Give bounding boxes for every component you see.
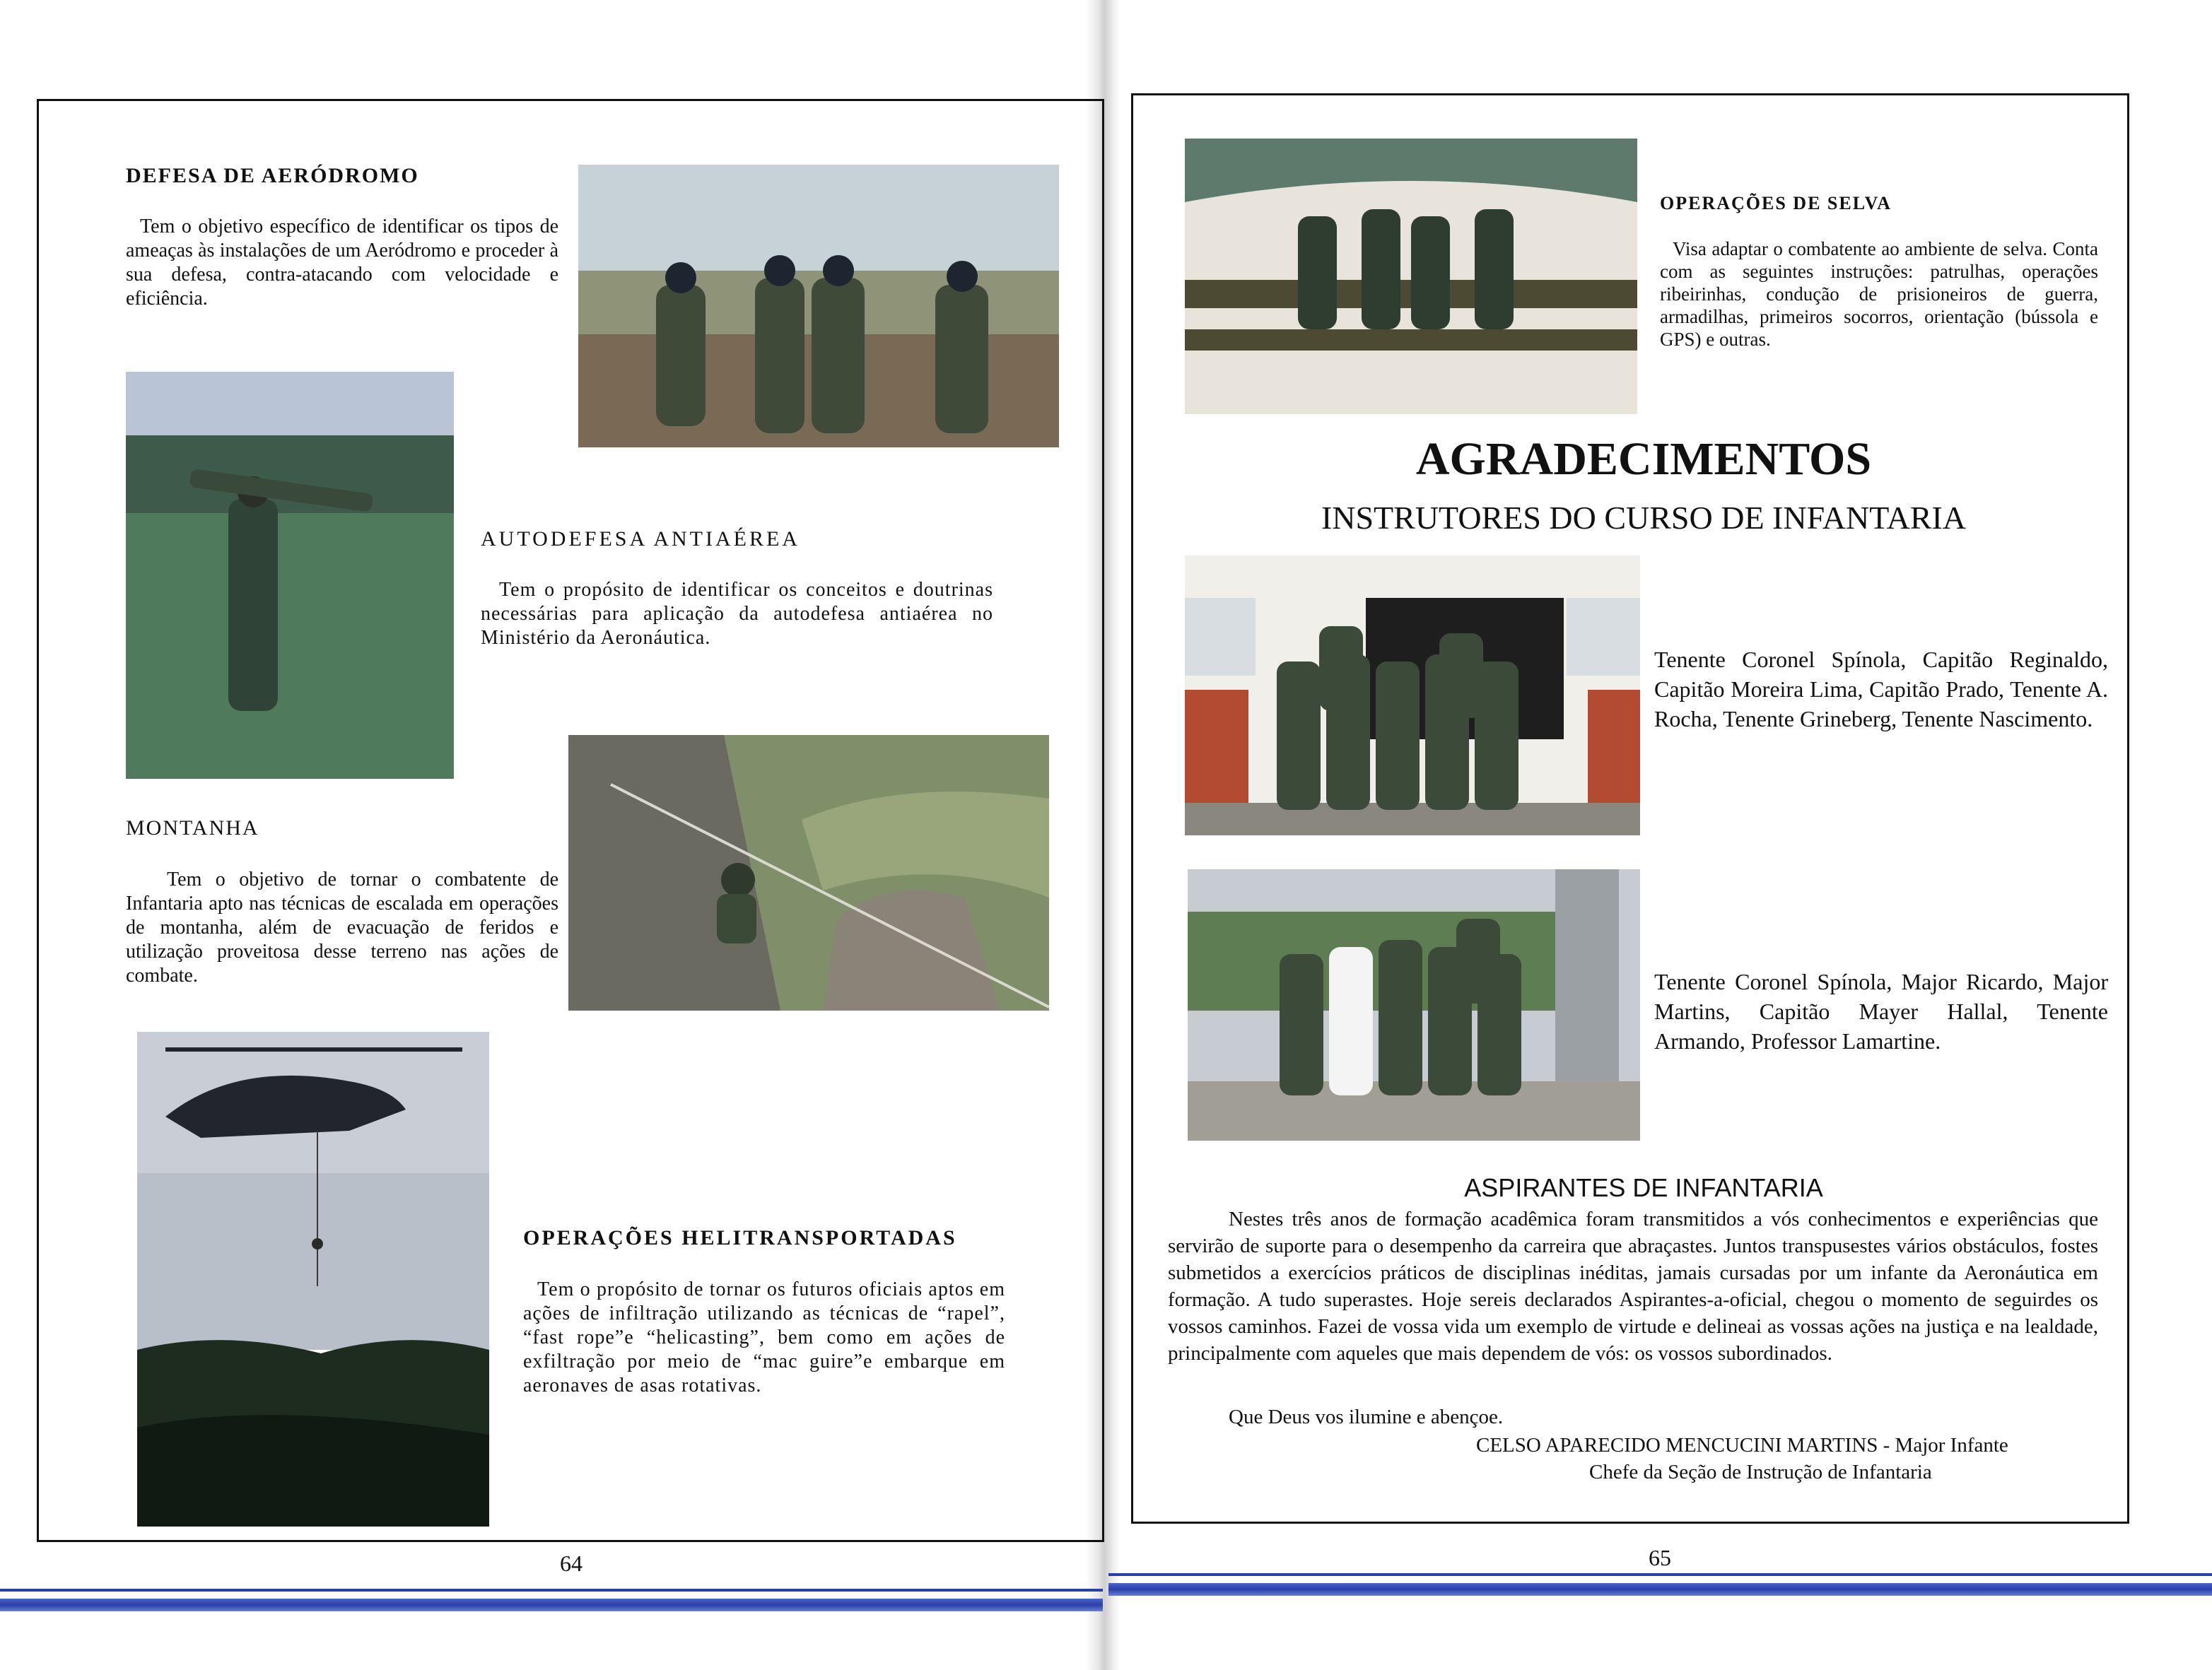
aspirantes-paragraph: Nestes três anos de formação acadêmica foram transmitidos a vós conhecimentos e experiências que servirão de suporte para o desempenho da carreira que abraçastes. Juntos transpusestes vários obstáculos, fostes submetidos a exercícios práticos de disciplinas inéditas, jamais cursadas por um infante da Aeronáutica em formação. A tudo superastes. Hoje sereis declarados Aspirantes-a-oficial, chegou o momento de seguirdes os vossos caminhos. Fazei de vossa vida um exemplo de virtude e delineai as vossas ações na justiça e na lealdade, principalmente com aqueles que mais dependem de vós: os vossos subordinados. bbox=[1168, 1208, 2098, 1365]
photo-operacoes-selva bbox=[1185, 139, 1637, 414]
photo-autodefesa-antiaerea bbox=[126, 372, 454, 779]
left-page-number: 64 bbox=[560, 1551, 583, 1576]
right-page-number: 65 bbox=[1649, 1545, 1671, 1570]
right-blue-band bbox=[1108, 1583, 2212, 1596]
instrutores-grupo-1: Tenente Coronel Spínola, Capitão Reginaldo, Capitão Moreira Lima, Capitão Prado, Tenente A. Rocha, Tenente Grineberg, Tenente Nascimento. bbox=[1654, 647, 2108, 731]
photo-helitransportadas bbox=[137, 1032, 489, 1527]
left-blue-band bbox=[0, 1599, 1103, 1611]
photo-instrutores-grupo-2 bbox=[1188, 869, 1640, 1141]
instrutores-subtitle: INSTRUTORES DO CURSO DE INFANTARIA bbox=[1321, 500, 1967, 536]
selva-title: OPERAÇÕES DE SELVA bbox=[1660, 193, 1892, 213]
aspirantes-title: ASPIRANTES DE INFANTARIA bbox=[1464, 1173, 1823, 1202]
montanha-text: Tem o objetivo de tornar o combatente de Infantaria apto nas técnicas de escalada em operações de montanha, além de evacuação de feridos e utilização proveitosa desse terreno nas ações de combate. bbox=[126, 869, 558, 987]
signature-name: CELSO APARECIDO MENCUCINI MARTINS - Major Infante bbox=[1476, 1434, 2008, 1457]
left-blue-band-top bbox=[0, 1589, 1103, 1592]
agradecimentos-title: AGRADECIMENTOS bbox=[1415, 433, 1872, 485]
heli-title: OPERAÇÕES HELITRANSPORTADAS bbox=[523, 1226, 957, 1249]
photo-montanha bbox=[568, 735, 1049, 1011]
defesa-text: Tem o objetivo específico de identificar os tipos de ameaças às instalações de um Aeródromo e proceder à sua defesa, contra-atacando com velocidade e eficiência. bbox=[126, 216, 558, 310]
heli-text: Tem o propósito de tornar os futuros oficiais aptos em ações de infiltração utilizando as técnicas de “rapel”, “fast rope”e “helicasting”, bem como em ações de exfiltração por meio de “mac guire”e embarque em aeronaves de asas rotativas. bbox=[523, 1278, 1005, 1396]
photo-instrutores-grupo-1 bbox=[1185, 555, 1640, 835]
autodefesa-title: AUTODEFESA ANTIAÉREA bbox=[481, 527, 800, 551]
defesa-title: DEFESA DE AERÓDROMO bbox=[126, 164, 419, 187]
photo-defesa-aerodromo bbox=[578, 165, 1059, 447]
instrutores-grupo-2: Tenente Coronel Spínola, Major Ricardo, Major Martins, Capitão Mayer Hallal, Tenente Armando, Professor Lamartine. bbox=[1654, 969, 2108, 1054]
autodefesa-text: Tem o propósito de identificar os conceitos e doutrinas necessárias para aplicação da autodefesa antiaérea no Ministério da Aeronáutica. bbox=[481, 579, 993, 649]
selva-text: Visa adaptar o combatente ao ambiente de selva. Conta com as seguintes instruções: patrulhas, operações ribeirinhas, condução de prisioneiros de guerra, armadilhas, primeiros socorros, orientação (bússola e GPS) e outras. bbox=[1660, 238, 2098, 350]
signature-role: Chefe da Seção de Instrução de Infantaria bbox=[1589, 1461, 1932, 1483]
montanha-title: MONTANHA bbox=[126, 816, 259, 840]
right-blue-band-top bbox=[1108, 1573, 2212, 1576]
aspirantes-blessing: Que Deus vos ilumine e abençoe. bbox=[1229, 1406, 1504, 1428]
